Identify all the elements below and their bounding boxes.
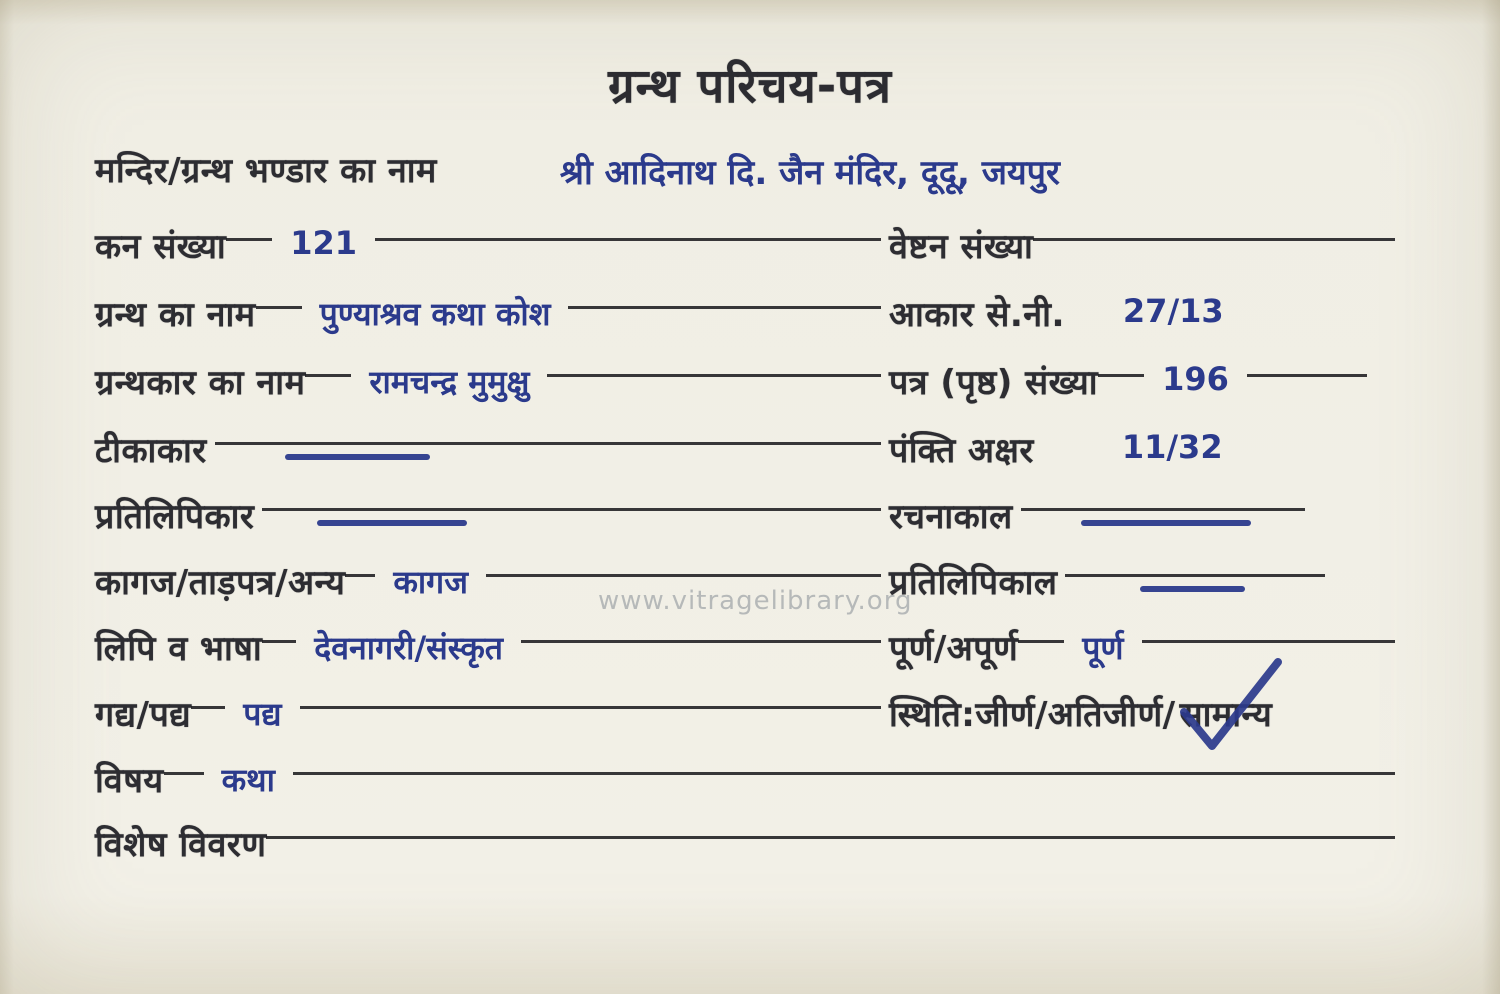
vishesh-vivaran-label: विशेष विवरण bbox=[95, 825, 267, 865]
bhandar-name-label: मन्दिर/ग्रन्थ भण्डार का नाम bbox=[95, 151, 437, 191]
gadya-padya-value: पद्य bbox=[243, 695, 282, 733]
field-row-1 bbox=[95, 222, 1395, 280]
handwritten-dash bbox=[285, 454, 430, 460]
field-pratilipikar bbox=[95, 492, 865, 550]
ruled-line bbox=[1065, 574, 1325, 577]
veshtan-sankhya-label: वेष्टन संख्या bbox=[889, 227, 1034, 267]
gadya-padya-label: गद्य/पद्य bbox=[95, 695, 192, 735]
ruled-line bbox=[1018, 640, 1064, 643]
pratilipikar-blank-line bbox=[262, 492, 865, 550]
ruled-line bbox=[865, 442, 881, 445]
tikakar-blank-line bbox=[215, 426, 865, 484]
watermark-text: www.vitragelibrary.org bbox=[598, 586, 913, 616]
lipi-bhasha-value: देवनागरी/संस्कृत bbox=[314, 629, 504, 667]
bhandar-name-value: श्री आदिनाथ दि. जैन मंदिर, दूदू, जयपुर bbox=[559, 153, 1060, 193]
aakar-label: आकार से.नी. bbox=[889, 295, 1065, 335]
purna-apurna-label: पूर्ण/अपूर्ण bbox=[889, 629, 1019, 669]
patra-sankhya-label: पत्र (पृष्ठ) संख्या bbox=[889, 363, 1099, 403]
aakar-value: 27/13 bbox=[1122, 292, 1224, 330]
field-row-8 bbox=[95, 690, 1395, 748]
kram-sankhya-value: 121 bbox=[290, 224, 358, 262]
rachnakal-label: रचनाकाल bbox=[889, 497, 1013, 537]
field-patra-sankhya bbox=[865, 358, 1395, 404]
ruled-line bbox=[865, 706, 881, 709]
field-row-5 bbox=[95, 492, 1395, 550]
field-granthkar bbox=[95, 358, 865, 404]
field-aakar bbox=[865, 290, 1395, 336]
field-lipi-bhasha bbox=[95, 624, 865, 670]
field-row-3 bbox=[95, 358, 1395, 416]
kram-sankhya-label: कन संख्या bbox=[95, 227, 227, 267]
field-tikakar bbox=[95, 426, 865, 484]
sthiti-label-prefix: स्थिति:जीर्ण/अतिजीर्ण/ bbox=[889, 695, 1176, 735]
pankti-akshar-value: 11/32 bbox=[1121, 428, 1223, 466]
pankti-akshar-label: पंक्ति अक्षर bbox=[889, 431, 1034, 471]
handwritten-dash bbox=[1140, 586, 1245, 592]
purna-apurna-value: पूर्ण bbox=[1082, 629, 1124, 667]
field-kram-sankhya bbox=[95, 222, 865, 268]
ruled-line bbox=[1098, 374, 1144, 377]
ruled-line bbox=[521, 640, 865, 643]
field-row-9 bbox=[95, 756, 1395, 814]
granthkar-value: रामचन्द्र मुमुक्षु bbox=[369, 363, 530, 401]
sthiti-checked-option bbox=[1180, 690, 1273, 736]
field-gadya-padya bbox=[95, 690, 865, 736]
ruled-line bbox=[375, 238, 865, 241]
field-pankti-akshar bbox=[865, 426, 1395, 472]
ruled-line bbox=[215, 442, 865, 445]
field-row-4 bbox=[95, 426, 1395, 484]
handwritten-dash bbox=[317, 520, 467, 526]
ruled-line bbox=[486, 574, 865, 577]
ruled-line bbox=[226, 238, 272, 241]
ruled-line bbox=[266, 836, 1395, 839]
scan-edge-shadow-right bbox=[1482, 0, 1500, 994]
lipi-bhasha-label: लिपि व भाषा bbox=[95, 629, 263, 669]
pratilipikal-blank-line bbox=[1065, 558, 1395, 616]
ruled-line bbox=[568, 306, 865, 309]
ruled-line bbox=[305, 374, 351, 377]
pratilipikar-label: प्रतिलिपिकार bbox=[95, 497, 255, 537]
ruled-line bbox=[293, 772, 1395, 775]
field-rachnakal bbox=[865, 492, 1395, 550]
ruled-line bbox=[547, 374, 865, 377]
vishay-label: विषय bbox=[95, 761, 164, 801]
ruled-line bbox=[865, 640, 881, 643]
handwritten-dash bbox=[1081, 520, 1251, 526]
ruled-line bbox=[191, 706, 225, 709]
ruled-line bbox=[865, 374, 881, 377]
ruled-line bbox=[1142, 640, 1396, 643]
scan-edge-shadow-left bbox=[0, 0, 14, 994]
pratilipikal-label: प्रतिलिपिकाल bbox=[889, 563, 1058, 603]
ruled-line bbox=[865, 306, 881, 309]
ruled-line bbox=[164, 772, 204, 775]
tikakar-label: टीकाकार bbox=[95, 431, 207, 471]
ruled-line bbox=[345, 574, 375, 577]
ruled-line bbox=[865, 574, 881, 577]
ruled-line bbox=[865, 508, 881, 511]
ruled-line bbox=[300, 706, 865, 709]
field-row-bhandar-name bbox=[95, 146, 1415, 194]
field-purna-apurna bbox=[865, 624, 1395, 670]
kagaj-label: कागज/ताड़पत्र/अन्य bbox=[95, 563, 346, 603]
field-veshtan-sankhya bbox=[865, 222, 1395, 268]
page-title: ग्रन्थ परिचय-पत्र bbox=[608, 59, 892, 114]
kagaj-value: कागज bbox=[393, 563, 468, 601]
sthiti-label-samanya: सामान्य bbox=[1179, 695, 1273, 735]
field-row-2 bbox=[95, 290, 1395, 348]
ruled-line bbox=[256, 306, 302, 309]
field-vishay bbox=[95, 756, 1395, 802]
rachnakal-blank-line bbox=[1021, 492, 1395, 550]
field-row-10 bbox=[95, 820, 1395, 878]
field-row-7 bbox=[95, 624, 1395, 682]
ruled-line bbox=[865, 238, 881, 241]
ruled-line bbox=[262, 508, 865, 511]
ruled-line bbox=[1021, 508, 1305, 511]
ruled-line bbox=[1033, 238, 1395, 241]
ruled-line bbox=[262, 640, 296, 643]
patra-sankhya-value: 196 bbox=[1162, 360, 1229, 398]
ruled-line bbox=[1247, 374, 1367, 377]
field-sthiti bbox=[865, 690, 1395, 736]
granth-name-label: ग्रन्थ का नाम bbox=[95, 295, 256, 335]
vishay-value: कथा bbox=[221, 761, 275, 799]
field-vishesh-vivaran bbox=[95, 820, 1395, 866]
field-pratilipikal bbox=[865, 558, 1395, 616]
granthkar-label: ग्रन्थकार का नाम bbox=[95, 363, 306, 403]
granth-name-value: पुण्याश्रव कथा कोश bbox=[319, 295, 551, 333]
field-granth-name bbox=[95, 290, 865, 336]
